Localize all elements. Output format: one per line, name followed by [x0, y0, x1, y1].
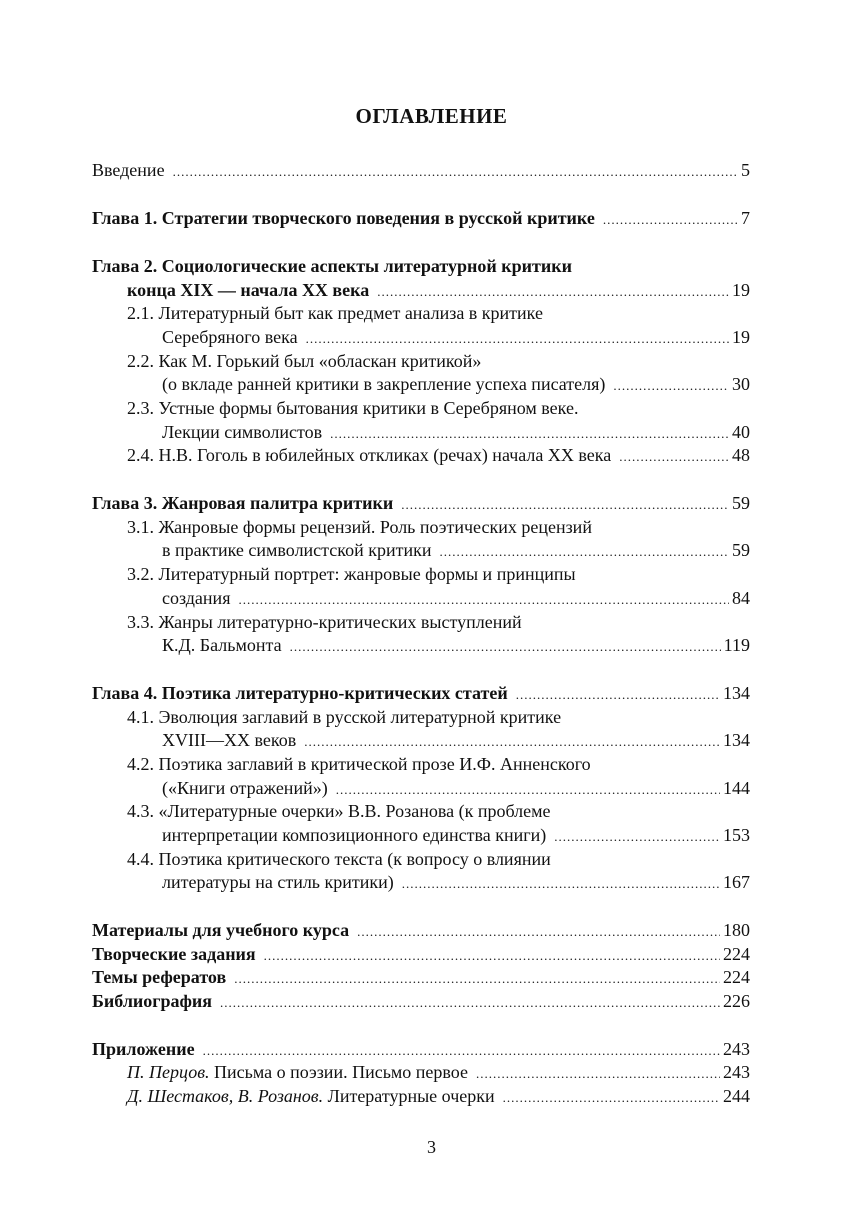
dot-leader	[439, 540, 729, 564]
toc-entry-text: Введение	[92, 160, 165, 180]
toc-page-number: 226	[723, 991, 750, 1011]
toc-page-number: 153	[723, 825, 750, 845]
toc-entry-text: конца XIX — начала XX века	[127, 280, 370, 300]
toc-entry-3-2[interactable]	[92, 562, 750, 586]
toc-entry-3-3[interactable]	[92, 610, 750, 634]
dot-leader	[476, 1062, 720, 1086]
toc-entry-text: 2.4. Н.В. Гоголь в юбилейных откликах (речах) начала XX века	[127, 445, 612, 465]
toc-entry-appendix-2[interactable]	[92, 1084, 750, 1108]
toc-entry-appendix[interactable]	[92, 1037, 750, 1061]
toc-entry-text: 2.2. Как М. Горький был «обласкан критикой»	[127, 351, 482, 371]
toc-entry-text: Глава 3. Жанровая палитра критики	[92, 493, 394, 513]
dot-leader	[290, 635, 721, 659]
toc-entry-text: Библиография	[92, 991, 213, 1011]
dot-leader	[516, 683, 720, 707]
toc-page-number: 30	[732, 374, 750, 394]
toc-page-number: 243	[723, 1062, 750, 1082]
toc-page-number: 119	[723, 635, 750, 655]
toc-entry-4-3-cont[interactable]	[92, 823, 750, 847]
toc-entry-text: 4.3. «Литературные очерки» В.В. Розанова (к проблеме	[127, 801, 551, 821]
toc-entry-chapter-3[interactable]	[92, 491, 750, 515]
toc-entry-tasks[interactable]	[92, 942, 750, 966]
toc-entry-text: (о вкладе ранней критики в закрепление успеха писателя)	[162, 374, 606, 394]
toc-page-number: 59	[732, 540, 750, 560]
dot-leader	[402, 872, 720, 896]
dot-leader	[613, 374, 729, 398]
dot-leader	[238, 588, 729, 612]
toc-page-number: 48	[732, 445, 750, 465]
dot-leader	[306, 327, 729, 351]
toc-page-number: 144	[723, 778, 750, 798]
toc-entry-text: литературы на стиль критики)	[162, 872, 394, 892]
toc-page-number: 7	[741, 208, 750, 228]
toc-entry-text: Приложение	[92, 1039, 195, 1059]
toc-entry-title: Литературные очерки	[323, 1086, 495, 1106]
toc-entry-author: Д. Шестаков, В. Розанов.	[127, 1086, 324, 1106]
dot-leader	[357, 920, 720, 944]
toc-page-number: 19	[732, 280, 750, 300]
toc-entry-2-2[interactable]	[92, 349, 750, 373]
toc-entry-text: Лекции символистов	[162, 422, 323, 442]
toc-entry-4-1[interactable]	[92, 705, 750, 729]
toc-entry-4-3[interactable]	[92, 799, 750, 823]
toc-entry-text: 4.1. Эволюция заглавий в русской литературной критике	[127, 707, 562, 727]
toc-entry-text: в практике символистской критики	[162, 540, 432, 560]
toc-entry-3-1-cont[interactable]	[92, 538, 750, 562]
toc-entry-text: 3.3. Жанры литературно-критических выступлений	[127, 612, 522, 632]
toc-entry-text: создания	[162, 588, 231, 608]
page-number: 3	[427, 1137, 436, 1157]
dot-leader	[173, 160, 738, 184]
toc-page-number: 224	[723, 944, 750, 964]
toc-entry-text: Глава 2. Социологические аспекты литературной критики	[92, 256, 572, 276]
toc-entry-text: интерпретации композиционного единства книги)	[162, 825, 547, 845]
toc-page-number: 19	[732, 327, 750, 347]
toc-page-number: 180	[723, 920, 750, 940]
toc-page-number: 134	[723, 683, 750, 703]
toc-entry-chapter-1[interactable]	[92, 206, 750, 230]
dot-leader	[220, 991, 720, 1015]
toc-entry-title: Письма о поэзии. Письмо первое	[209, 1062, 468, 1082]
toc-page-number: 5	[741, 160, 750, 180]
page-title: ОГЛАВЛЕНИЕ	[355, 104, 508, 128]
toc-entry-text: 4.4. Поэтика критического текста (к вопросу о влиянии	[127, 849, 551, 869]
toc-entry-text: Темы рефератов	[92, 967, 227, 987]
toc-entry-2-3-cont[interactable]	[92, 420, 750, 444]
dot-leader	[401, 493, 729, 517]
toc-page-number: 224	[723, 967, 750, 987]
toc-page-number: 84	[732, 588, 750, 608]
toc-entry-topics[interactable]	[92, 965, 750, 989]
toc-entry-3-2-cont[interactable]	[92, 586, 750, 610]
toc-page-number: 59	[732, 493, 750, 513]
toc-entry-chapter-2-cont[interactable]	[92, 278, 750, 302]
dot-leader	[619, 445, 729, 469]
toc-entry-text: Материалы для учебного курса	[92, 920, 350, 940]
toc-entry-text: 2.3. Устные формы бытования критики в Серебряном веке.	[127, 398, 579, 418]
toc-entry-chapter-4[interactable]	[92, 681, 750, 705]
toc-entry-intro[interactable]	[92, 158, 750, 182]
toc-entry-4-1-cont[interactable]	[92, 728, 750, 752]
toc-entry-text: 3.2. Литературный портрет: жанровые формы и принципы	[127, 564, 576, 584]
toc-entry-text: 3.1. Жанровые формы рецензий. Роль поэтических рецензий	[127, 517, 592, 537]
toc-entry-text: («Книги отражений»)	[162, 778, 328, 798]
toc-entry-2-1-cont[interactable]	[92, 325, 750, 349]
toc-entry-3-3-cont[interactable]	[92, 633, 750, 657]
toc-entry-4-4-cont[interactable]	[92, 870, 750, 894]
toc-entry-2-1[interactable]	[92, 301, 750, 325]
toc-entry-text: 4.2. Поэтика заглавий в критической прозе И.Ф. Анненского	[127, 754, 591, 774]
toc-entry-text	[127, 1084, 495, 1108]
toc-entry-2-2-cont[interactable]	[92, 372, 750, 396]
toc-entry-2-4[interactable]	[92, 443, 750, 467]
toc-entry-4-4[interactable]	[92, 847, 750, 871]
toc-entry-author: П. Перцов.	[127, 1062, 210, 1082]
toc-page-number: 167	[723, 872, 750, 892]
toc-entry-4-2[interactable]	[92, 752, 750, 776]
dot-leader	[503, 1086, 720, 1110]
toc-entry-text: Творческие задания	[92, 944, 256, 964]
toc-page-number: 244	[723, 1086, 750, 1106]
table-of-contents	[92, 0, 750, 1229]
toc-entry-text	[127, 1060, 468, 1084]
toc-entry-text: К.Д. Бальмонта	[162, 635, 282, 655]
toc-entry-3-1[interactable]	[92, 515, 750, 539]
toc-entry-text: Глава 4. Поэтика литературно-критических статей	[92, 683, 508, 703]
toc-entry-text: Глава 1. Стратегии творческого поведения в русской критике	[92, 208, 595, 228]
toc-entry-materials[interactable]	[92, 918, 750, 942]
toc-entry-chapter-2[interactable]	[92, 254, 750, 278]
toc-page-number: 40	[732, 422, 750, 442]
dot-leader	[234, 967, 720, 991]
dot-leader	[554, 825, 720, 849]
toc-entry-appendix-1[interactable]	[92, 1060, 750, 1084]
toc-entry-2-3[interactable]	[92, 396, 750, 420]
dot-leader	[603, 208, 738, 232]
toc-page-number: 243	[723, 1039, 750, 1059]
toc-entry-bibliography[interactable]	[92, 989, 750, 1013]
toc-entry-text: 2.1. Литературный быт как предмет анализа в критике	[127, 303, 543, 323]
toc-entry-text: Серебряного века	[162, 327, 298, 347]
toc-entry-4-2-cont[interactable]	[92, 776, 750, 800]
toc-page-number: 134	[723, 730, 750, 750]
toc-entry-text: XVIII—XX веков	[162, 730, 297, 750]
dot-leader	[304, 730, 720, 754]
